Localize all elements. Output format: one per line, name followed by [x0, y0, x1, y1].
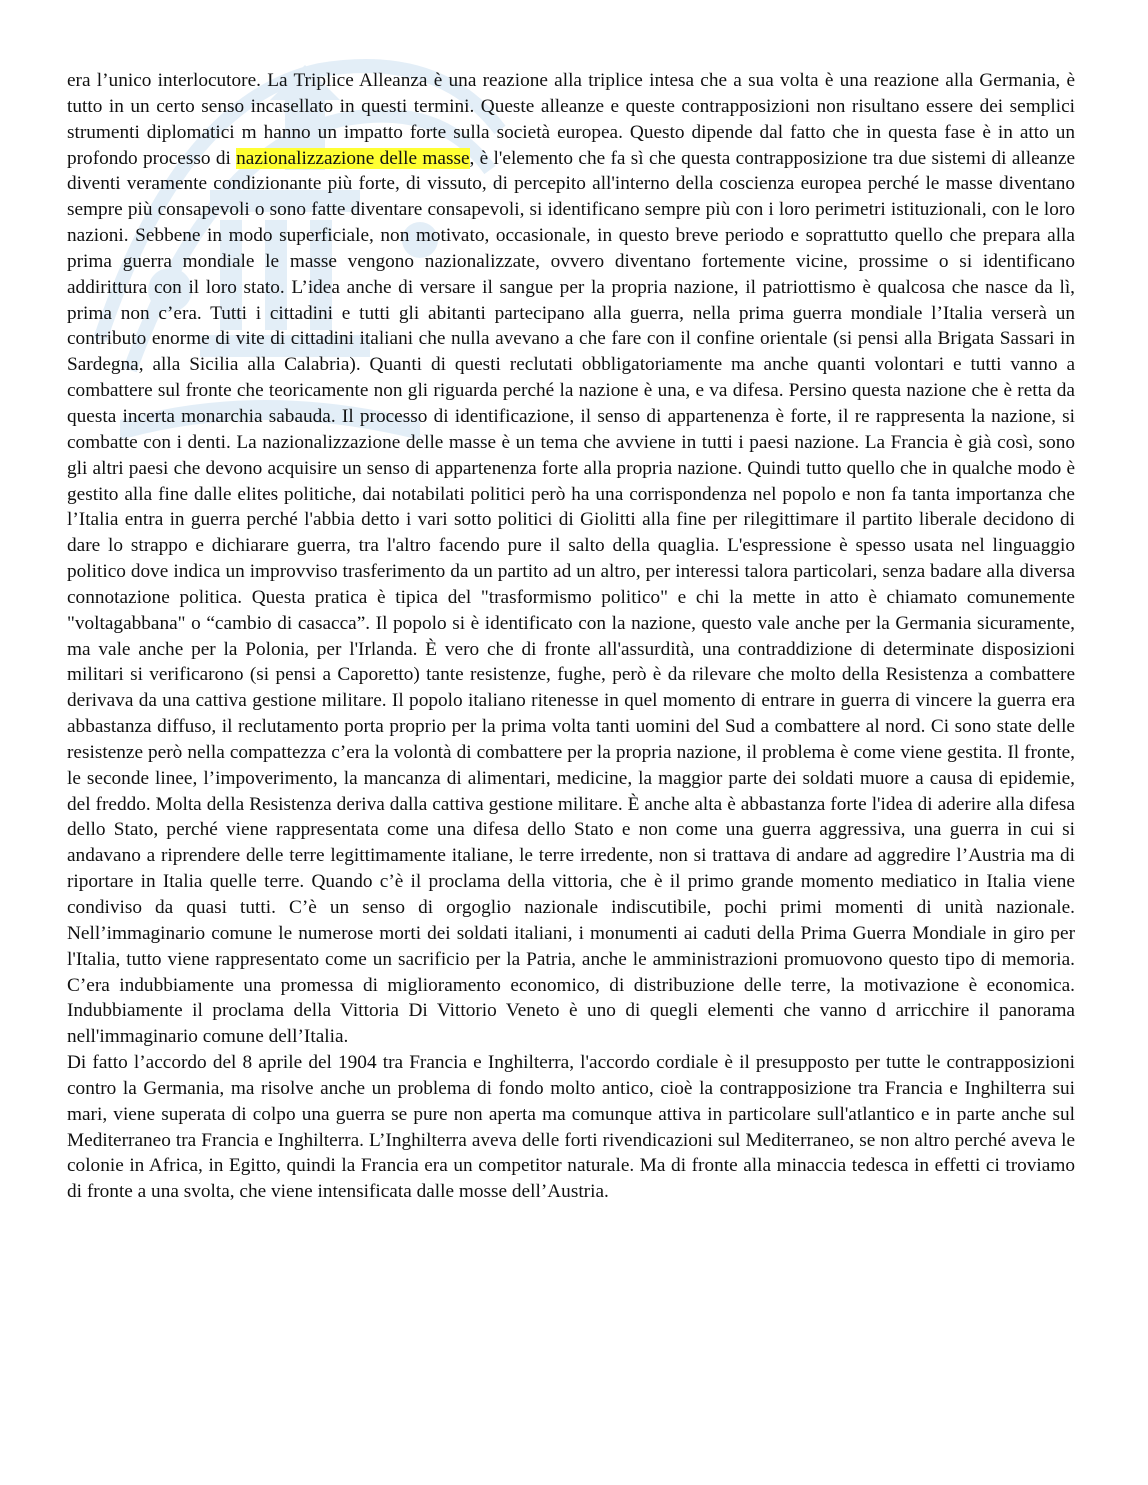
highlighted-phrase: nazionalizzazione delle masse: [236, 147, 470, 169]
paragraph-2: Di fatto l’accordo del 8 aprile del 1904 tra Francia e Inghilterra, l'accordo cordiale è il presupposto per tutte le contrapposizioni contro la Germania, ma risolve anche un problema di fondo molto antico, cioè la contrapposizione tra Francia e Inghilterra sui mari, viene superata di colpo una guerra se pure non aperta ma comunque attiva in particolare sull'atlantico e in parte anche sul Mediterraneo tra Francia e Inghilterra. L’Inghilterra aveva delle forti rivendicazioni sul Mediterraneo, se non altro perché aveva le colonie in Africa, in Egitto, quindi la Francia era un competitor naturale. Ma di fronte alla minaccia tedesca in effetti ci troviamo di fronte a una svolta, che viene intensificata dalle mosse dell’Austria.: [67, 1052, 1075, 1203]
paragraph-1: [67, 68, 1075, 1050]
document-body: [67, 68, 1075, 1205]
paragraph-1-text-before-highlight: era l’unico interlocutore. La Triplice Alleanza è una reazione alla triplice intesa che a sua volta è una reazione alla Germania, è tutto in un certo senso incasellato in questi termini. Queste alleanze e queste contrapposizioni non risultano essere dei semplici strumenti diplomatici m hanno un impatto forte sulla società europea. Questo dipende dal fatto che in questa fase è in atto un profondo processo di: [67, 70, 1075, 169]
paragraph-1-text-after-highlight: , è l'elemento che fa sì che questa contrapposizione tra due sistemi di alleanze diventi veramente condizionante più forte, di vissuto, di percepito all'interno della coscienza europea perché le masse diventano sempre più consapevoli o sono fatte diventare consapevoli, si identificano sempre più con i loro perimetri istituzionali, con le loro nazioni. Sebbene in modo superficiale, non motivato, occasionale, in questo breve periodo e soprattutto quello che prepara alla prima guerra mondiale le masse vengono nazionalizzate, ovvero diventano fortemente vicine, prossime o si identificano addirittura con il loro stato. L’idea anche di versare il sangue per la propria nazione, il patriottismo è qualcosa che nasce da lì, prima non c’era. Tutti i cittadini e tutti gli abitanti partecipano alla guerra, nella prima guerra mondiale l’Italia verserà un contributo enorme di vite di cittadini italiani che nulla avevano a che fare con il confine orientale (si pensi alla Brigata Sassari in Sardegna, alla Sicilia alla Calabria). Quanti di questi reclutati obbligatoriamente ma anche quanti volontari e tutti vanno a combattere sul fronte che teoricamente non gli riguarda perché la nazione è una, e va difesa. Persino questa nazione che è retta da questa incerta monarchia sabauda. Il processo di identificazione, il senso di appartenenza è forte, il re rappresenta la nazione, si combatte con i denti. La nazionalizzazione delle masse è un tema che avviene in tutti i paesi nazione. La Francia è già così, sono gli altri paesi che devono acquisire un senso di appartenenza forte alla propria nazione. Quindi tutto quello che in qualche modo è gestito alla fine dalle elites politiche, dai notabilati politici però ha una corrispondenza nel popolo e non fa tanta importanza che l’Italia entra in guerra perché l'abbia detto i vari sotto politici di Giolitti alla fine per rilegittimare il partito liberale decidono di dare lo strappo e dichiarare guerra, tra l'altro facendo pure il salto della quaglia. L'espressione è spesso usata nel linguaggio politico dove indica un improvviso trasferimento da un partito ad un altro, per interessi talora particolari, senza badare alla diversa connotazione politica. Questa pratica è tipica del "trasformismo politico" e chi la mette in atto è chiamato comunemente "voltagabbana" o “cambio di casacca”. Il popolo si è identificato con la nazione, questo vale anche per la Germania sicuramente, ma vale anche per la Polonia, per l'Irlanda. È vero che di fronte all'assurdità, una contraddizione di determinate disposizioni militari si verificarono (si pensi a Caporetto) tante resistenze, fughe, però è da rilevare che molto della Resistenza a combattere derivava da una cattiva gestione militare. Il popolo italiano ritenesse in quel momento di entrare in guerra di vincere la guerra era abbastanza diffuso, il reclutamento porta proprio per la prima volta tanti uomini del Sud a combattere al nord. Ci sono state delle resistenze però nella compattezza c’era la volontà di combattere per la propria nazione, il problema è come viene gestita. Il fronte, le seconde linee, l’impoverimento, la mancanza di alimentari, medicine, la maggior parte dei soldati muore a causa di epidemie, del freddo. Molta della Resistenza deriva dalla cattiva gestione militare. È anche alta è abbastanza forte l'idea di aderire alla difesa dello Stato, perché viene rappresentata come una difesa dello Stato e non come una guerra aggressiva, una guerra in cui si andavano a riprendere delle terre legittimamente italiane, le terre irredente, non si trattava di andare ad aggredire l’Austria ma di riportare in Italia quelle terre. Quando c’è il proclama della vittoria, che è il primo grande momento mediatico in Italia viene condiviso da quasi tutti. C’è un senso di orgoglio nazionale indiscutibile, pochi primi momenti di unità nazionale. Nell’immaginario comune le numerose morti dei soldati italiani, i monumenti ai caduti della Prima Guerra Mondiale in giro per l'Italia, tutto viene rappresentato come un sacrificio per la Patria, anche le amministrazioni promuovono questo tipo di memoria. C’era indubbiamente una promessa di miglioramento economico, di distribuzione delle terre, la motivazione è economica. Indubbiamente il proclama della Vittoria Di Vittorio Veneto è uno di quegli elementi che vanno d arricchire il panorama nell'immaginario comune dell’Italia.: [67, 147, 1075, 1048]
